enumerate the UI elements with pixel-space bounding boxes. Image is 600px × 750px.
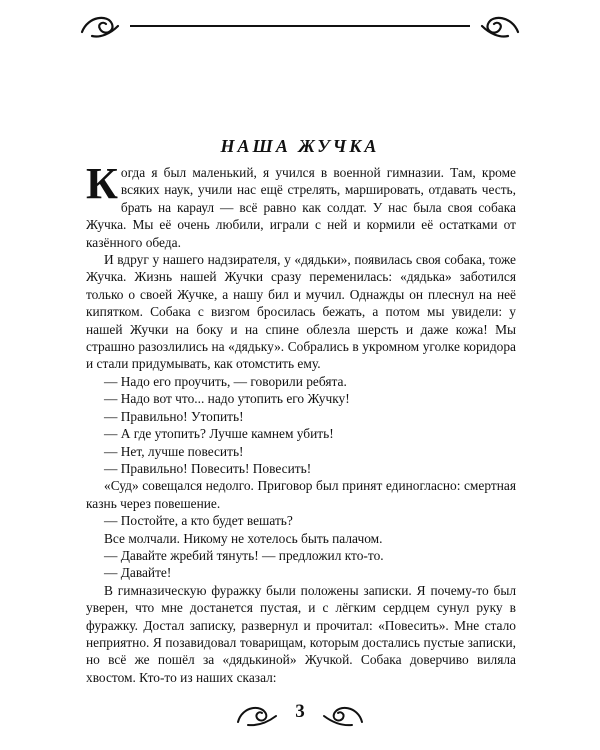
story-title: НАША ЖУЧКА [220, 136, 380, 156]
right-scroll-icon [324, 708, 362, 725]
paragraph: Все молчали. Никому не хотелось быть палачом. [104, 530, 383, 546]
drop-cap: К [86, 159, 118, 208]
paragraph: В гимназическую фуражку были положены записки. Я почему-то был уверен, что мне достанется пустая, и с лёгким сердцем сунул руку в фуражку. Достал записку, развернул и прочитал: «Повесить». Мне стало неприятно. Я позавидовал товарищам, которым достались пустые записки, но всё же пошёл за «дядькиной» Жучкой. Собака доверчиво виляла хвостом. Кто-то из наших сказал: [86, 582, 516, 685]
top-ornament-divider [78, 10, 522, 40]
left-scroll-icon [238, 708, 276, 725]
dialogue-line: — Давайте жребий тянуть! — предложил кто-то. [104, 547, 384, 563]
paragraph: И вдруг у нашего надзирателя, у «дядьки», появилась своя собака, тоже Жучка. Жизнь нашей Жучки сразу переменилась: «дядька» заботился только о своей Жучке, а нашу бил и мучил. Однажды он плеснул на неё кипятком. Собака с визгом бросилась бежать, а потом мы увидели: у нашей Жучки на боку и на спине облезла шерсть и даже кожа! Мы страшно разозлились на «дядьку». Собрались в укромном уголке коридора и стали придумывать, как отомстить ему. [86, 252, 516, 372]
dialogue-line: — Правильно! Повесить! Повесить! [104, 460, 312, 476]
dialogue-line: — Нет, лучше повесить! [104, 443, 244, 459]
dialogue-line: — А где утопить? Лучше камнем убить! [104, 426, 334, 442]
dialogue-line: — Надо его проучить, — говорили ребята. [104, 373, 347, 389]
dialogue-line: — Надо вот что... надо утопить его Жучку! [104, 391, 350, 407]
dialogue-line: — Постойте, а кто будет вешать? [104, 513, 293, 529]
dialogue-line: — Правильно! Утопить! [104, 408, 244, 424]
paragraph: «Суд» совещался недолго. Приговор был принят единогласно: смертная казнь через повешение. [86, 478, 516, 511]
left-swirl-icon [82, 18, 118, 37]
page-number: 3 [295, 701, 305, 722]
paragraph: Когда я был маленький, я учился в военной гимназии. Там, кроме всяких наук, учили нас ещё стрелять, маршировать, отдавать честь, брать на караул — всё равно как солдат. У нас была своя собака Жучка. Мы её очень любили, играли с ней и кормили её остатками от казённого обеда. [86, 159, 516, 250]
story-text [86, 159, 516, 686]
dialogue-line: — Давайте! [104, 565, 172, 581]
right-swirl-icon [482, 18, 518, 37]
